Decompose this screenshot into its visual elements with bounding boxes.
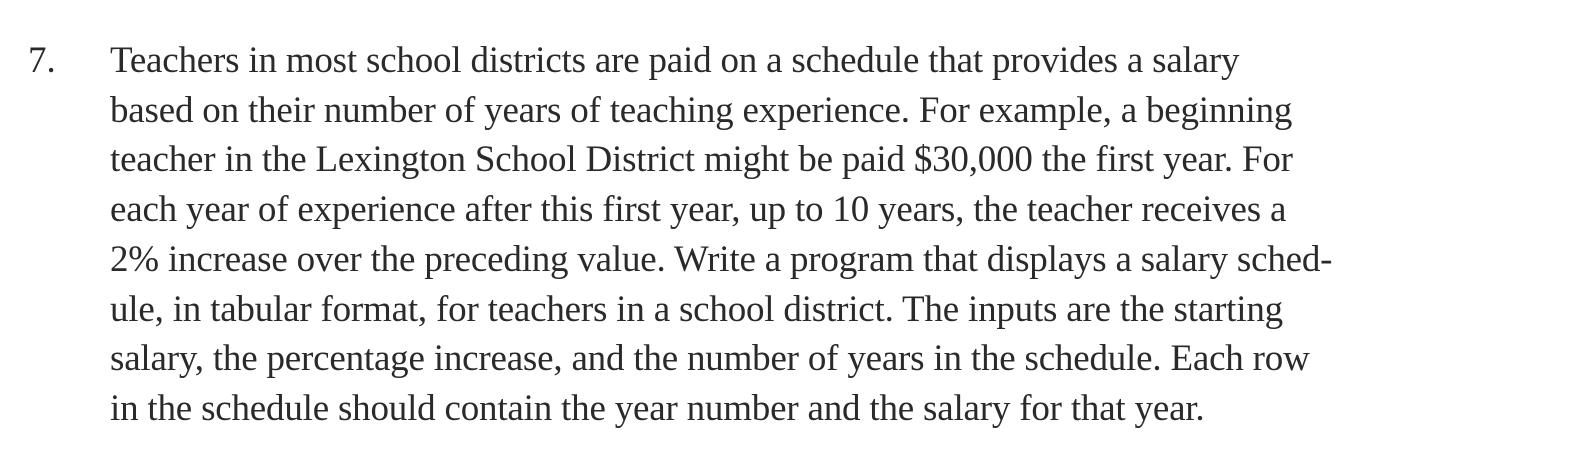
text-line: in the schedule should contain the year number and the salary for that year.	[110, 387, 1205, 429]
text-line: teacher in the Lexington School District might be paid $30,000 the first year. For	[110, 139, 1293, 181]
text-line: 2% increase over the preceding value. Write a program that displays a salary sched-	[110, 238, 1333, 280]
text-line: Teachers in most school districts are paid on a schedule that provides a salary	[110, 40, 1240, 81]
text-line: each year of experience after this first year, up to 10 years, the teacher receives a	[110, 189, 1287, 231]
exercise-text	[110, 36, 1530, 434]
text-line: salary, the percentage increase, and the number of years in the schedule. Each row	[110, 338, 1310, 380]
text-line: ule, in tabular format, for teachers in a school district. The inputs are the starting	[110, 288, 1283, 330]
exercise-number: 7.	[28, 40, 56, 81]
text-line: based on their number of years of teaching experience. For example, a beginning	[110, 89, 1293, 131]
